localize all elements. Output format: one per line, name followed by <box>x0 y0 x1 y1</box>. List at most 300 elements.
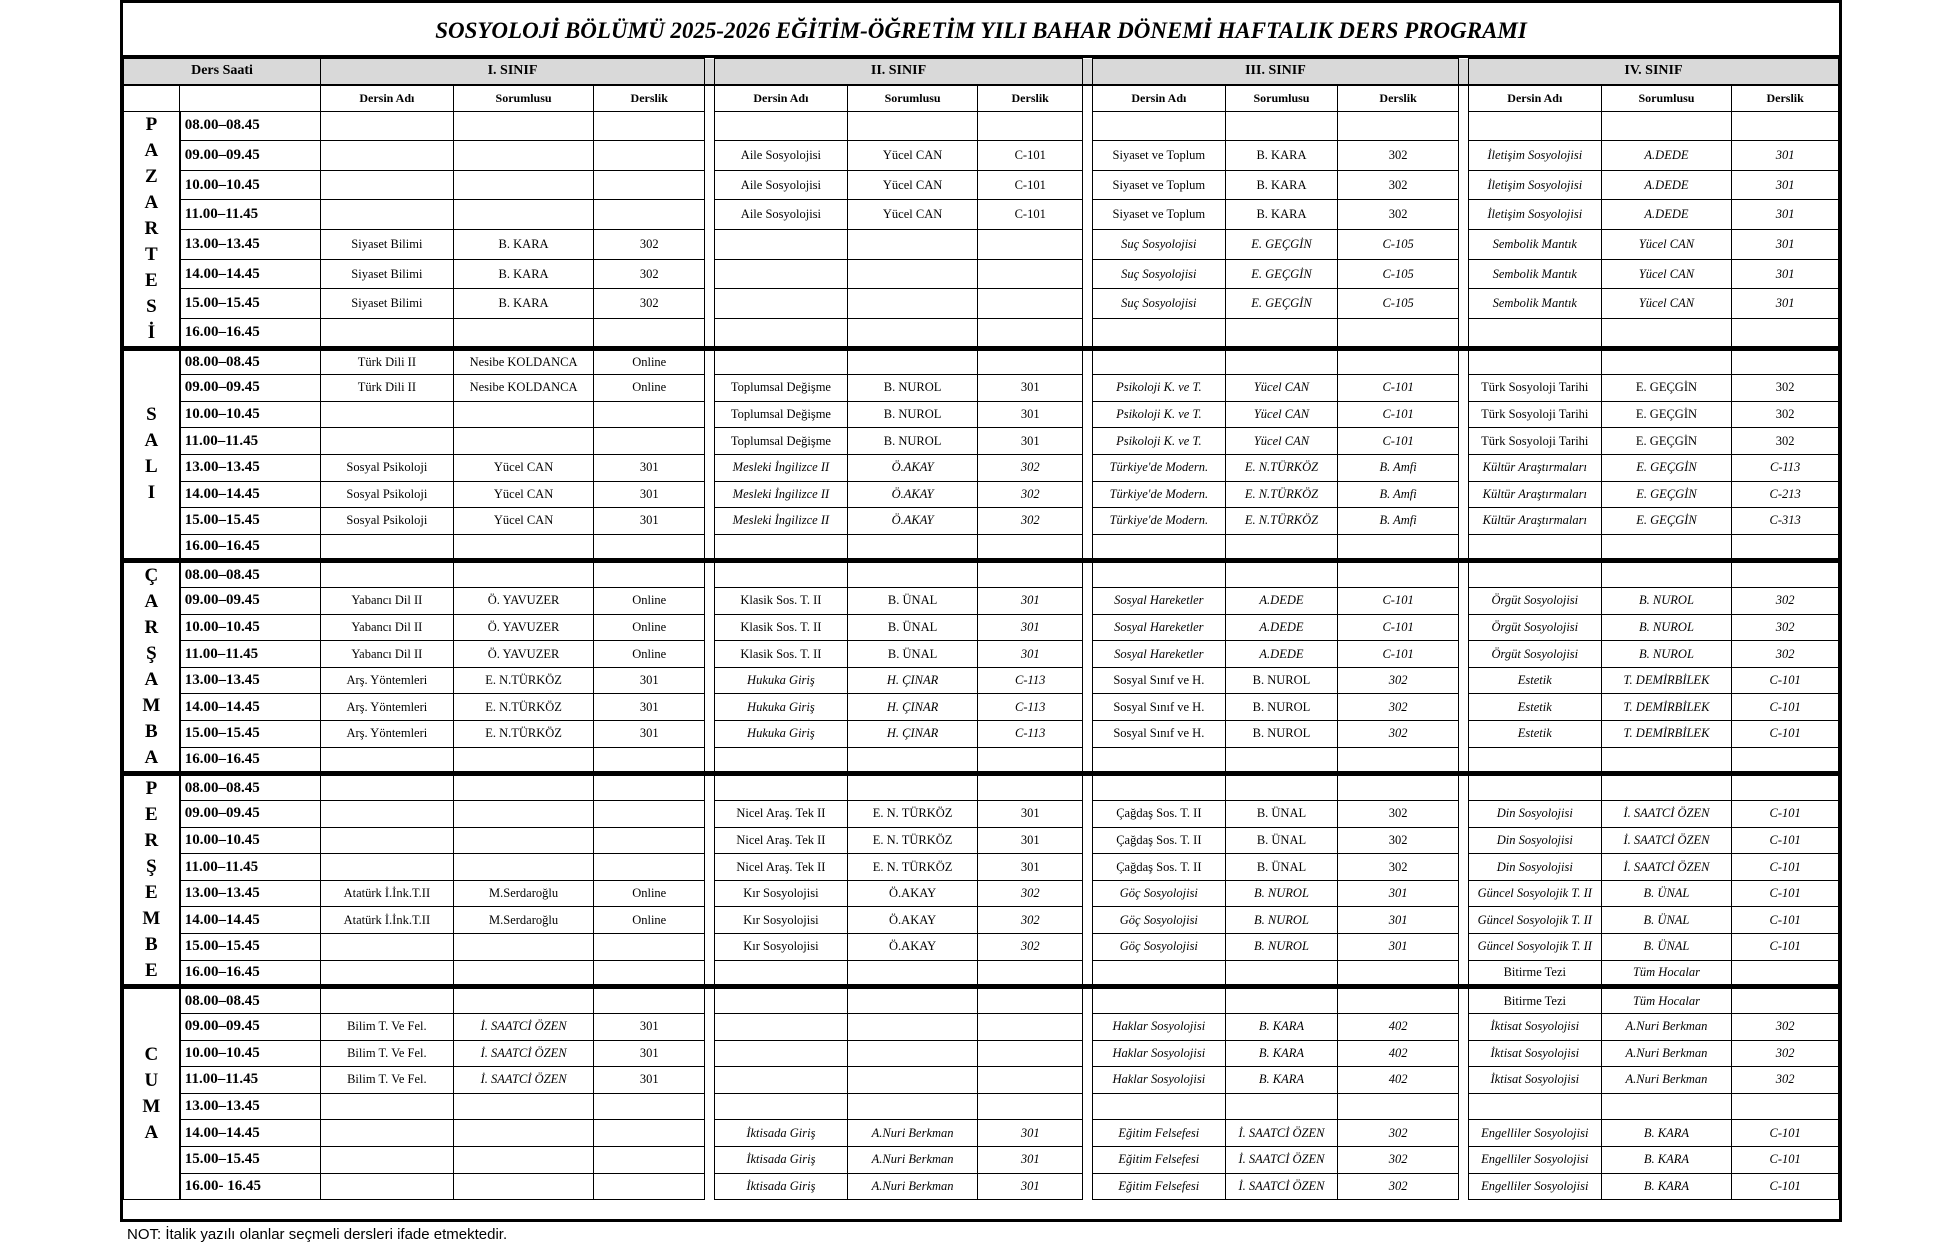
instructor: E. N. TÜRKÖZ <box>847 854 978 881</box>
day-letter: A <box>144 1122 159 1144</box>
time-slot: 13.00–13.45 <box>180 667 321 694</box>
course-name: Estetik <box>1468 667 1601 694</box>
course-name: Sosyal Sınıf ve H. <box>1093 667 1226 694</box>
instructor <box>453 170 594 200</box>
time-slot: 11.00–11.45 <box>180 428 321 455</box>
instructor: E. GEÇGİN <box>1601 375 1732 402</box>
course-name: Türkiye'de Modern. <box>1093 481 1226 508</box>
day-letter: R <box>144 617 159 639</box>
table-row <box>124 827 1839 854</box>
instructor: B. ÜNAL <box>1225 827 1338 854</box>
course-name: Sosyal Hareketler <box>1093 641 1226 668</box>
day-letter: S <box>146 404 157 426</box>
classroom: C-101 <box>978 200 1083 230</box>
time-slot: 09.00–09.45 <box>180 375 321 402</box>
instructor: B. NUROL <box>1225 934 1338 961</box>
course-name <box>715 561 848 588</box>
table-row <box>124 1120 1839 1147</box>
instructor: A.DEDE <box>1225 587 1338 614</box>
table-row <box>124 694 1839 721</box>
time-slot: 10.00–10.45 <box>180 401 321 428</box>
course-name: Din Sosyolojisi <box>1468 800 1601 827</box>
course-name: Nicel Araş. Tek II <box>715 827 848 854</box>
instructor: Ö.AKAY <box>847 454 978 481</box>
course-name: Haklar Sosyolojisi <box>1093 1040 1226 1067</box>
time-slot: 16.00–16.45 <box>180 960 321 987</box>
course-name: Din Sosyolojisi <box>1468 854 1601 881</box>
classroom: C-101 <box>1732 854 1839 881</box>
classroom: C-113 <box>978 694 1083 721</box>
classroom <box>1338 1093 1459 1120</box>
instructor: B. KARA <box>453 289 594 319</box>
classroom: 301 <box>978 854 1083 881</box>
table-row <box>124 960 1839 987</box>
column-gap <box>1458 534 1468 561</box>
page-title: SOSYOLOJİ BÖLÜMÜ 2025-2026 EĞİTİM-ÖĞRETİM YILI BAHAR DÖNEMİ HAFTALIK DERS PROGRAMI <box>123 3 1839 58</box>
classroom <box>1732 561 1839 588</box>
column-gap <box>1082 170 1092 200</box>
column-gap <box>1082 85 1092 112</box>
course-name: Çağdaş Sos. T. II <box>1093 854 1226 881</box>
instructor: Ö.AKAY <box>847 934 978 961</box>
subheader-derslik: Derslik <box>1338 85 1459 112</box>
classroom: 301 <box>1732 141 1839 171</box>
classroom: 301 <box>978 1146 1083 1173</box>
instructor <box>453 854 594 881</box>
course-name: Toplumsal Değişme <box>715 375 848 402</box>
instructor <box>847 960 978 987</box>
instructor: T. DEMİRBİLEK <box>1601 667 1732 694</box>
course-name <box>321 934 454 961</box>
instructor <box>453 774 594 801</box>
classroom: C-213 <box>1732 481 1839 508</box>
column-gap <box>705 1013 715 1040</box>
instructor <box>453 934 594 961</box>
classroom: C-105 <box>1338 289 1459 319</box>
course-name: Kültür Araştırmaları <box>1468 454 1601 481</box>
course-name: Sembolik Mantık <box>1468 259 1601 289</box>
table-row <box>124 401 1839 428</box>
day-letter: B <box>145 934 158 956</box>
column-gap <box>705 508 715 535</box>
course-name <box>321 200 454 230</box>
classroom <box>594 1146 705 1173</box>
classroom <box>1338 960 1459 987</box>
time-slot: 11.00–11.45 <box>180 854 321 881</box>
time-slot: 10.00–10.45 <box>180 827 321 854</box>
course-name: Suç Sosyolojisi <box>1093 230 1226 260</box>
column-gap <box>1458 318 1468 348</box>
column-gap <box>1458 614 1468 641</box>
classroom: 301 <box>1338 907 1459 934</box>
column-gap <box>705 1067 715 1094</box>
time-slot: 15.00–15.45 <box>180 508 321 535</box>
course-name: Sosyal Psikoloji <box>321 481 454 508</box>
course-name <box>321 854 454 881</box>
day-header-blank <box>124 85 180 112</box>
instructor: E. GEÇGİN <box>1225 289 1338 319</box>
classroom: B. Amfi <box>1338 481 1459 508</box>
classroom: C-105 <box>1338 259 1459 289</box>
classroom <box>978 111 1083 141</box>
time-slot: 16.00–16.45 <box>180 747 321 774</box>
column-gap <box>1458 259 1468 289</box>
classroom: C-101 <box>1338 401 1459 428</box>
instructor: A.DEDE <box>1601 170 1732 200</box>
course-name: Örgüt Sosyolojisi <box>1468 641 1601 668</box>
header-row-subcolumns <box>124 85 1839 112</box>
instructor: A.Nuri Berkman <box>1601 1013 1732 1040</box>
course-name: Göç Sosyolojisi <box>1093 907 1226 934</box>
instructor: A.DEDE <box>1601 141 1732 171</box>
classroom: 301 <box>978 587 1083 614</box>
classroom <box>594 774 705 801</box>
day-letter: M <box>142 695 161 717</box>
subheader-derslik: Derslik <box>978 85 1083 112</box>
classroom: 301 <box>978 827 1083 854</box>
day-letter: U <box>144 1070 159 1092</box>
column-gap <box>1082 827 1092 854</box>
time-slot: 14.00–14.45 <box>180 907 321 934</box>
classroom: 302 <box>978 880 1083 907</box>
instructor: Yücel CAN <box>1601 289 1732 319</box>
instructor: B. KARA <box>1225 200 1338 230</box>
day-letter: Ş <box>146 856 157 878</box>
course-name: Psikoloji K. ve T. <box>1093 401 1226 428</box>
class-header-3: III. SINIF <box>1093 59 1459 85</box>
time-slot: 10.00–10.45 <box>180 614 321 641</box>
table-row <box>124 534 1839 561</box>
instructor: Ö. YAVUZER <box>453 641 594 668</box>
classroom <box>594 1093 705 1120</box>
column-gap <box>1458 141 1468 171</box>
classroom: C-101 <box>1338 587 1459 614</box>
instructor: Yücel CAN <box>453 481 594 508</box>
instructor <box>453 1146 594 1173</box>
column-gap <box>1458 667 1468 694</box>
instructor: M.Serdaroğlu <box>453 907 594 934</box>
course-name: Çağdaş Sos. T. II <box>1093 800 1226 827</box>
course-name <box>321 141 454 171</box>
course-name: Güncel Sosyolojik T. II <box>1468 880 1601 907</box>
course-name: Estetik <box>1468 721 1601 748</box>
classroom: 302 <box>1338 1146 1459 1173</box>
course-name: Engelliler Sosyolojisi <box>1468 1173 1601 1200</box>
instructor <box>453 200 594 230</box>
classroom: 302 <box>1338 141 1459 171</box>
day-letter: M <box>142 1096 161 1118</box>
table-row <box>124 200 1839 230</box>
column-gap <box>705 774 715 801</box>
course-name <box>1468 747 1601 774</box>
column-gap <box>1458 111 1468 141</box>
column-gap <box>1082 987 1092 1014</box>
time-slot: 14.00–14.45 <box>180 481 321 508</box>
day-letter: E <box>145 804 158 826</box>
course-name: Mesleki İngilizce II <box>715 508 848 535</box>
column-gap <box>705 1146 715 1173</box>
course-name: İktisat Sosyolojisi <box>1468 1013 1601 1040</box>
classroom <box>1338 987 1459 1014</box>
course-name <box>321 1173 454 1200</box>
column-gap <box>705 1040 715 1067</box>
course-name: Eğitim Felsefesi <box>1093 1146 1226 1173</box>
instructor <box>453 800 594 827</box>
day-label <box>124 774 180 987</box>
ders-saati-header: Ders Saati <box>124 59 321 85</box>
classroom: C-105 <box>1338 230 1459 260</box>
column-gap <box>705 747 715 774</box>
course-name: Psikoloji K. ve T. <box>1093 428 1226 455</box>
instructor <box>453 534 594 561</box>
table-row <box>124 111 1839 141</box>
column-gap <box>705 348 715 375</box>
column-gap <box>1458 1013 1468 1040</box>
instructor: İ. SAATCİ ÖZEN <box>1225 1146 1338 1173</box>
course-name: İletişim Sosyolojisi <box>1468 200 1601 230</box>
table-row <box>124 800 1839 827</box>
table-row <box>124 854 1839 881</box>
time-slot: 15.00–15.45 <box>180 721 321 748</box>
instructor: E. N.TÜRKÖZ <box>453 694 594 721</box>
column-gap <box>1458 907 1468 934</box>
instructor: Yücel CAN <box>847 141 978 171</box>
instructor: E. N.TÜRKÖZ <box>1225 508 1338 535</box>
course-name: Siyaset Bilimi <box>321 289 454 319</box>
column-gap <box>705 85 715 112</box>
subheader-sorumlusu: Sorumlusu <box>453 85 594 112</box>
course-name <box>321 1093 454 1120</box>
classroom: C-101 <box>1338 641 1459 668</box>
instructor: E. N. TÜRKÖZ <box>847 827 978 854</box>
classroom: 302 <box>1732 1013 1839 1040</box>
instructor: Ö.AKAY <box>847 508 978 535</box>
course-name <box>321 318 454 348</box>
day-label <box>124 987 180 1200</box>
table-row <box>124 614 1839 641</box>
table-row <box>124 141 1839 171</box>
instructor: İ. SAATCİ ÖZEN <box>453 1013 594 1040</box>
course-name <box>1468 111 1601 141</box>
column-gap <box>1082 641 1092 668</box>
instructor: B. NUROL <box>1601 587 1732 614</box>
course-name <box>715 747 848 774</box>
instructor: B. NUROL <box>847 428 978 455</box>
classroom <box>594 854 705 881</box>
instructor <box>453 318 594 348</box>
classroom <box>594 141 705 171</box>
instructor: E. GEÇGİN <box>1225 230 1338 260</box>
course-name <box>321 561 454 588</box>
classroom: 302 <box>978 934 1083 961</box>
classroom <box>978 747 1083 774</box>
column-gap <box>1458 721 1468 748</box>
instructor <box>453 561 594 588</box>
column-gap <box>1082 774 1092 801</box>
classroom <box>594 747 705 774</box>
column-gap <box>705 534 715 561</box>
course-name <box>715 960 848 987</box>
classroom: 301 <box>594 667 705 694</box>
instructor: Ö. YAVUZER <box>453 587 594 614</box>
classroom: 302 <box>1338 200 1459 230</box>
column-gap <box>1082 59 1092 85</box>
day-letter: S <box>146 295 157 317</box>
classroom <box>1338 111 1459 141</box>
instructor: Nesibe KOLDANCA <box>453 348 594 375</box>
classroom: C-101 <box>1338 614 1459 641</box>
course-name <box>1468 348 1601 375</box>
instructor: B. ÜNAL <box>1225 800 1338 827</box>
course-name <box>321 1120 454 1147</box>
column-gap <box>1458 230 1468 260</box>
instructor: M.Serdaroğlu <box>453 880 594 907</box>
day-letter: R <box>144 217 159 239</box>
column-gap <box>1082 348 1092 375</box>
instructor <box>1225 348 1338 375</box>
column-gap <box>705 481 715 508</box>
column-gap <box>1458 1146 1468 1173</box>
classroom <box>978 774 1083 801</box>
table-row <box>124 747 1839 774</box>
course-name <box>715 111 848 141</box>
day-letter: Z <box>145 165 158 187</box>
subheader-ders-adi: Dersin Adı <box>1093 85 1226 112</box>
time-slot: 14.00–14.45 <box>180 1120 321 1147</box>
instructor: Ö. YAVUZER <box>453 614 594 641</box>
course-name <box>715 1093 848 1120</box>
instructor: Yücel CAN <box>1225 401 1338 428</box>
course-name: Türk Sosyoloji Tarihi <box>1468 401 1601 428</box>
instructor: B. ÜNAL <box>1601 907 1732 934</box>
column-gap <box>1082 289 1092 319</box>
course-name: Aile Sosyolojisi <box>715 170 848 200</box>
classroom: Online <box>594 587 705 614</box>
time-slot: 10.00–10.45 <box>180 1040 321 1067</box>
instructor <box>453 428 594 455</box>
instructor: E. N.TÜRKÖZ <box>453 667 594 694</box>
classroom <box>594 1173 705 1200</box>
instructor: E. N. TÜRKÖZ <box>847 800 978 827</box>
day-label <box>124 348 180 561</box>
instructor: E. GEÇGİN <box>1601 481 1732 508</box>
classroom <box>594 800 705 827</box>
table-row <box>124 1093 1839 1120</box>
instructor <box>847 111 978 141</box>
course-name: İktisat Sosyolojisi <box>1468 1067 1601 1094</box>
classroom: Online <box>594 375 705 402</box>
column-gap <box>1458 800 1468 827</box>
table-row <box>124 481 1839 508</box>
time-slot: 14.00–14.45 <box>180 259 321 289</box>
course-name: Sosyal Hareketler <box>1093 614 1226 641</box>
classroom: B. Amfi <box>1338 454 1459 481</box>
course-name: İktisada Giriş <box>715 1146 848 1173</box>
instructor: Ö.AKAY <box>847 880 978 907</box>
column-gap <box>705 59 715 85</box>
table-row <box>124 259 1839 289</box>
course-name: İktisada Giriş <box>715 1173 848 1200</box>
classroom: B. Amfi <box>1338 508 1459 535</box>
column-gap <box>1458 454 1468 481</box>
instructor <box>1225 774 1338 801</box>
column-gap <box>705 401 715 428</box>
instructor: H. ÇINAR <box>847 667 978 694</box>
instructor: A.DEDE <box>1225 641 1338 668</box>
course-name: Kır Sosyolojisi <box>715 907 848 934</box>
instructor <box>1601 318 1732 348</box>
instructor: B. NUROL <box>1225 907 1338 934</box>
column-gap <box>1082 1146 1092 1173</box>
instructor: B. NUROL <box>847 401 978 428</box>
classroom: 302 <box>1732 428 1839 455</box>
instructor: E. N.TÜRKÖZ <box>453 721 594 748</box>
column-gap <box>1082 880 1092 907</box>
instructor: H. ÇINAR <box>847 694 978 721</box>
classroom <box>1732 1093 1839 1120</box>
column-gap <box>705 375 715 402</box>
classroom: 301 <box>1732 230 1839 260</box>
column-gap <box>1082 230 1092 260</box>
instructor: Yücel CAN <box>847 200 978 230</box>
course-name: Örgüt Sosyolojisi <box>1468 614 1601 641</box>
table-row <box>124 880 1839 907</box>
instructor: Yücel CAN <box>453 454 594 481</box>
instructor <box>847 348 978 375</box>
course-name <box>321 111 454 141</box>
course-name: Klasik Sos. T. II <box>715 614 848 641</box>
instructor <box>453 401 594 428</box>
column-gap <box>1082 141 1092 171</box>
classroom: 302 <box>1732 1067 1839 1094</box>
classroom: C-101 <box>1338 428 1459 455</box>
course-name: Arş. Yöntemleri <box>321 667 454 694</box>
schedule-sheet <box>120 0 1842 1222</box>
column-gap <box>1082 1173 1092 1200</box>
table-row <box>124 1040 1839 1067</box>
course-name: Atatürk İ.İnk.T.II <box>321 907 454 934</box>
column-gap <box>1082 1040 1092 1067</box>
classroom: 302 <box>594 289 705 319</box>
classroom: C-101 <box>1732 907 1839 934</box>
classroom <box>1338 774 1459 801</box>
classroom <box>594 428 705 455</box>
course-name: Siyaset Bilimi <box>321 230 454 260</box>
course-name: İletişim Sosyolojisi <box>1468 141 1601 171</box>
column-gap <box>1458 1120 1468 1147</box>
column-gap <box>705 230 715 260</box>
classroom <box>594 960 705 987</box>
instructor: Yücel CAN <box>1225 375 1338 402</box>
header-row-classes <box>124 59 1839 85</box>
instructor <box>1225 747 1338 774</box>
classroom <box>978 1040 1083 1067</box>
column-gap <box>705 259 715 289</box>
table-row <box>124 987 1839 1014</box>
instructor: B. ÜNAL <box>1225 854 1338 881</box>
table-row <box>124 774 1839 801</box>
course-name: Sosyal Sınıf ve H. <box>1093 694 1226 721</box>
course-name: İktisat Sosyolojisi <box>1468 1040 1601 1067</box>
column-gap <box>1458 934 1468 961</box>
time-slot: 15.00–15.45 <box>180 289 321 319</box>
course-name: Göç Sosyolojisi <box>1093 934 1226 961</box>
time-slot: 08.00–08.45 <box>180 111 321 141</box>
instructor <box>453 1173 594 1200</box>
subheader-sorumlusu: Sorumlusu <box>1601 85 1732 112</box>
instructor <box>453 111 594 141</box>
classroom: Online <box>594 907 705 934</box>
